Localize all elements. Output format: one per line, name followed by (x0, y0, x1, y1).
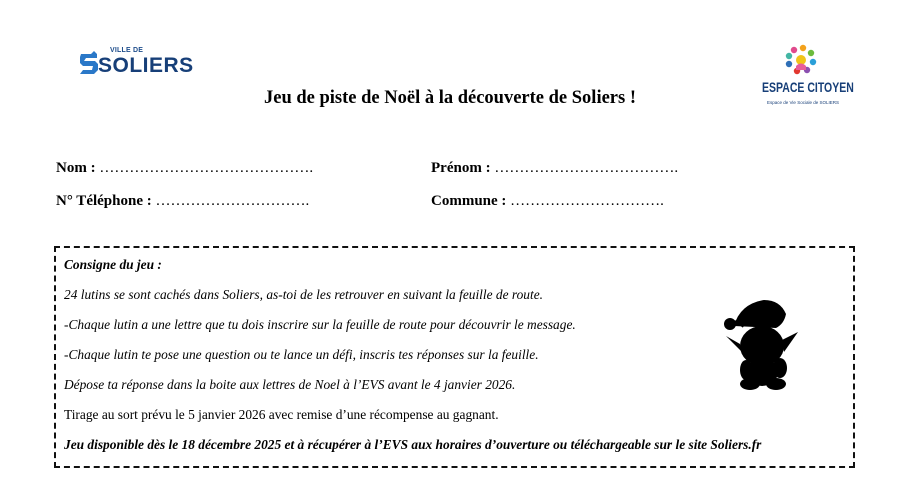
consigne-line-3: -Chaque lutin te pose une question ou te lance un défi, inscris tes réponses sur la feuille. (64, 347, 539, 362)
consigne-line-1: 24 lutins se sont cachés dans Soliers, as-toi de les retrouver en suivant la feuille de route. (64, 287, 544, 302)
telephone-label: N° Téléphone : (56, 193, 152, 209)
espace-citoyen-subtitle: Espace de Vie Sociale de SOLIERS (767, 100, 839, 105)
disponible-text: Jeu disponible dès le 18 décembre 2025 et à récupérer à l’EVS aux horaires d’ouverture ou téléchargeable sur le site Soliers.fr (64, 437, 762, 452)
nom-dots[interactable]: ……………………………………. (99, 160, 314, 176)
commune-label: Commune : (431, 193, 507, 209)
logo-soliers-text: SOLIERS (98, 54, 194, 77)
consigne-heading: Consigne du jeu : (64, 257, 162, 272)
telephone-dots[interactable]: …………………………. (155, 193, 310, 209)
commune-dots[interactable]: …………………………. (510, 193, 664, 209)
logo-ville-de-text: VILLE DE (110, 47, 144, 54)
espace-citoyen-logo (756, 44, 854, 114)
page-title: Jeu de piste de Noël à la découverte de Soliers ! (264, 88, 636, 108)
telephone-field[interactable] (56, 193, 309, 210)
tirage-text: Tirage au sort prévu le 5 janvier 2026 avec remise d’une récompense au gagnant. (64, 407, 499, 422)
elf-silhouette-icon (720, 296, 804, 392)
prenom-label: Prénom : (431, 160, 491, 176)
espace-citoyen-text: ESPACE CITOYEN (762, 80, 854, 97)
consigne-line-4: Dépose ta réponse dans la boite aux lettres de Noel à l’EVS avant le 4 janvier 2026. (64, 377, 516, 392)
ville-de-soliers-logo (78, 44, 194, 80)
commune-field[interactable] (431, 193, 664, 210)
people-circle-icon (756, 44, 846, 80)
prenom-field[interactable] (431, 160, 678, 177)
nom-label: Nom : (56, 160, 96, 176)
nom-field[interactable] (56, 160, 313, 177)
soliers-s-mark-icon (78, 50, 100, 76)
consigne-line-2: -Chaque lutin a une lettre que tu dois inscrire sur la feuille de route pour découvrir le message. (64, 317, 576, 332)
prenom-dots[interactable]: ………………………………. (494, 160, 679, 176)
